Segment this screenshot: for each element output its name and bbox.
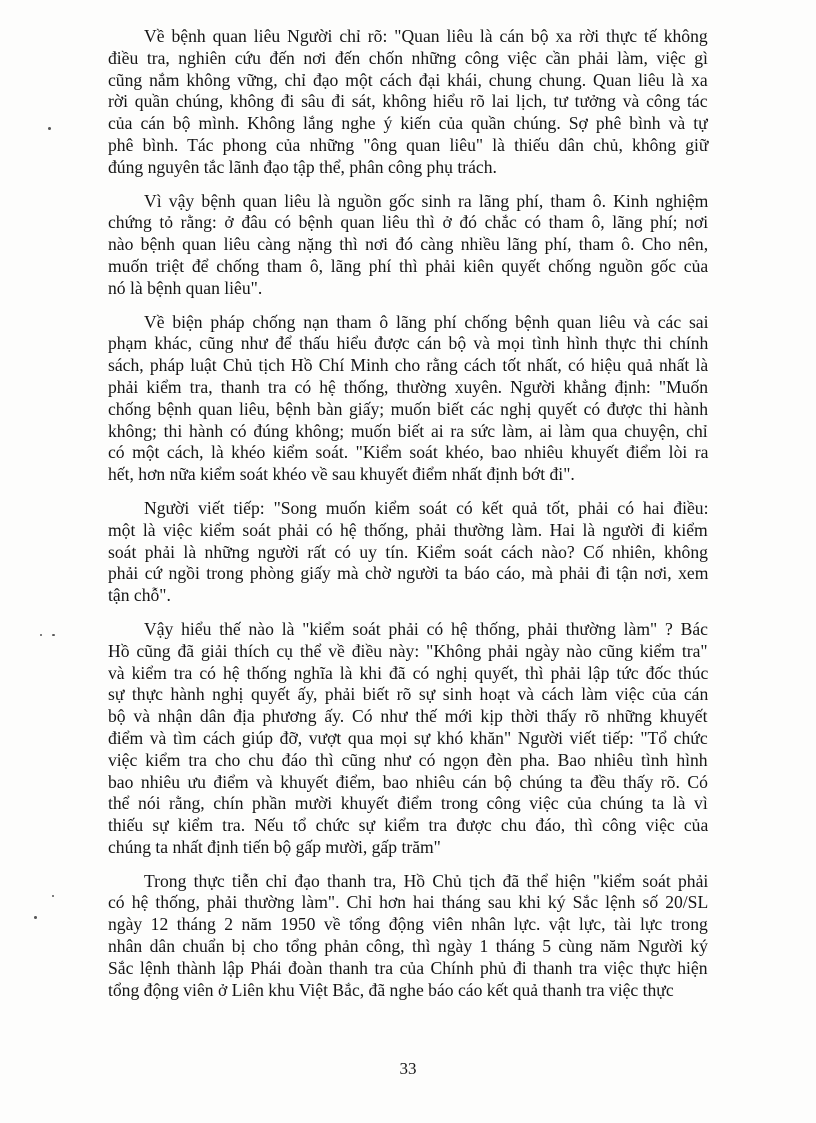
text-line: thiếu sự kiểm tra. Nếu tổ chức sự kiểm tra được chu đáo, thì công việc của [108,815,709,836]
text-line: sự thực hành nghị quyết ấy, phải biết rõ sự sinh hoạt và cách làm việc của cán [108,684,709,705]
text-line: chống bệnh quan liêu, bệnh bàn giấy; muốn biết các nghị quyết có được thi hành [108,398,709,419]
text-line: chúng ta nhất định tiến bộ gấp mười, gấp trăm" [108,836,441,857]
text-line: Vậy hiểu thế nào là "kiểm soát phải có hệ thống, phải thường làm" ? Bác [144,618,708,639]
text-line: hết, hơn nữa kiểm soát khéo về sau khuyết điểm nhất định bớt đi". [108,464,575,485]
text-line: soát phải là những người rất có uy tín. Kiểm soát cách nào? Cố nhiên, không [108,541,708,562]
scan-speck [52,895,54,897]
text-line: nó là bệnh quan liêu". [108,277,263,298]
paragraph [108,871,708,1002]
text-line: không; thi hành có đúng không; muốn biết ai ra sức làm, ai làm qua chuyện, chỉ [108,420,708,441]
scan-speck [52,634,55,636]
text-line: một là việc kiểm soát phải có hệ thống, phải thường làm. Hai là người đi kiểm [108,519,708,540]
text-line: sách, pháp luật Chủ tịch Hồ Chí Minh cho rằng cách tốt nhất, có hiệu quả nhất là [108,355,709,376]
page-number: 33 [399,1059,417,1078]
text-line: phải kiểm tra, thanh tra có hệ thống, thường xuyên. Người khẳng định: "Muốn [108,376,709,397]
text-line: Về bệnh quan liêu Người chỉ rõ: "Quan liêu là cán bộ xa rời thực tế không [144,26,708,46]
text-line: chứng tỏ rằng: ở đâu có bệnh quan liêu thì ở đó chắc có tham ô, lãng phí; nơi [108,212,709,233]
paragraph [108,26,708,179]
text-line: cũng nắm không vững, chỉ đạo một cách đại khái, chung chung. Quan liêu là xa [108,69,708,90]
text-line: có hệ thống, phải thường làm". Chỉ hơn hai tháng sau khi ký Sắc lệnh số 20/SL [108,892,709,913]
text-line: và kiểm tra có hệ thống nghĩa là khi đã có nghị quyết, thì phải lập tức đốc thúc [108,662,709,683]
text-line: nào bệnh quan liêu càng nặng thì nơi đó càng nhiều lãng phí, tham ô. Cho nên, [108,234,709,255]
text-line: của cán bộ mình. Không lắng nghe ý kiến của quần chúng. Sợ phê bình và tự [108,113,708,134]
text-line: Về biện pháp chống nạn tham ô lãng phí chống bệnh quan liêu và các sai [144,311,709,332]
text-line: Vì vậy bệnh quan liêu là nguồn gốc sinh ra lãng phí, tham ô. Kinh nghiệm [144,190,709,211]
text-line: thể nói rằng, chín phần mười khuyết điểm trong công việc của chúng ta là vì [108,793,708,814]
text-line: Hồ cũng đã giải thích cụ thể về điều này: "Không phải ngày nào cũng kiểm tra" [108,640,708,661]
paragraph [108,619,708,859]
scan-speck [34,916,37,919]
text-line: điều tra, nghiên cứu đến nơi đến chốn những công việc cần phải làm, việc gì [108,47,708,68]
text-line: tận chỗ". [108,585,171,606]
paragraph [108,498,708,607]
text-line: muốn triệt để chống tham ô, lãng phí thì phải kiên quyết chống nguồn gốc của [108,255,709,276]
text-line: đúng nguyên tắc lãnh đạo tập thể, phân công phụ trách. [108,156,497,177]
text-line: Người viết tiếp: "Song muốn kiểm soát có kết quả tốt, phải có hai điều: [144,497,709,518]
text-line: bộ và nhận dân địa phương ấy. Có như thế mới kịp thời thấy rõ những khuyết [108,706,708,727]
text-line: rời quần chúng, không đi sâu đi sát, không hiểu rõ lai lịch, tư tưởng và công tác [108,91,708,112]
text-line: điểm và tìm cách giúp đỡ, vượt qua mọi sự khó khăn" Người viết tiếp: "Tổ chức [108,727,708,748]
text-line: bao nhiêu ưu điểm và khuyết điểm, bao nhiêu cán bộ chúng ta đều thấy rõ. Có [108,771,708,792]
text-line: Sắc lệnh thành lập Phái đoàn thanh tra của Chính phủ đi thanh tra việc thực hiện [108,957,708,978]
text-line: phạm khác, cũng như để thấu hiểu được cán bộ và mọi tình hình thực thi chính [108,333,709,354]
text-line: tổng động viên ở Liên khu Việt Bắc, đã nghe báo cáo kết quả thanh tra việc thực [108,979,674,1000]
scan-speck [48,127,51,130]
text-line: nhân dân chuẩn bị cho tổng phản công, thì ngày 1 tháng 5 cùng năm Người ký [108,936,708,957]
scan-speck [40,634,42,636]
text-line: phê bình. Tác phong của những "ông quan liêu" là thiếu dân chủ, không giữ [108,134,709,155]
paragraph [108,312,708,486]
text-line: phải cứ ngồi trong phòng giấy mà chờ người ta báo cáo, mà phải đi tận nơi, xem [108,563,709,584]
body-text [108,26,708,1001]
paragraph [108,191,708,300]
text-line: Trong thực tiễn chỉ đạo thanh tra, Hồ Chủ tịch đã thể hiện "kiểm soát phải [144,870,709,891]
text-line: việc kiểm tra cho chu đáo thì cũng như có ngọn đèn pha. Bao nhiêu tình hình [108,749,708,770]
text-line: có một cách, là khéo kiểm soát. "Kiểm soát khéo, bao nhiêu khuyết điểm lòi ra [108,442,709,463]
text-line: ngày 12 tháng 2 năm 1950 về tổng động viên nhân lực. vật lực, tài lực trong [108,914,708,935]
